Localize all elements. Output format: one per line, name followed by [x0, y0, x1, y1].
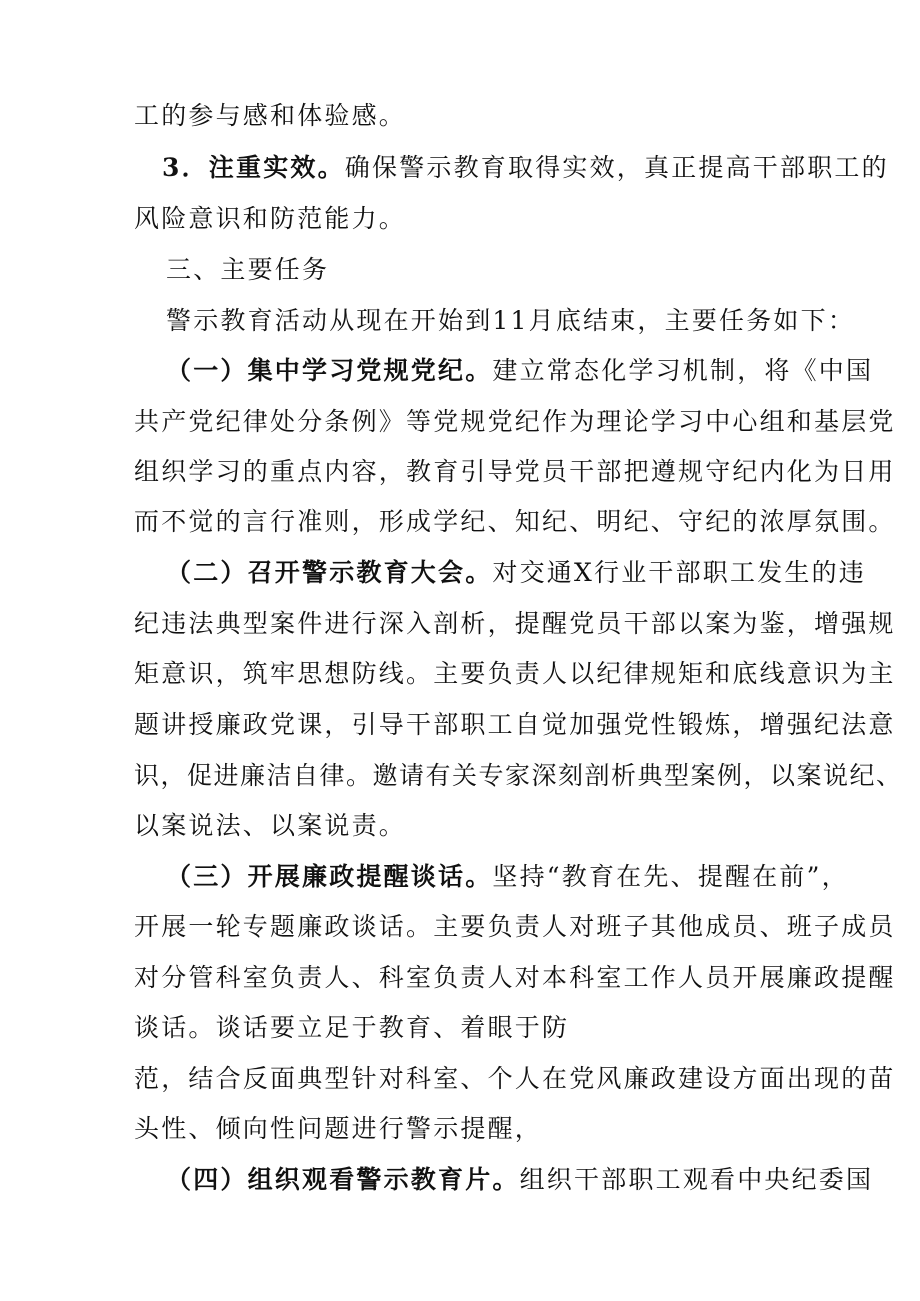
line-text: 纪违法典型案件进行深入剖析，提醒党员干部以案为鉴，增强规 — [134, 609, 896, 638]
paragraph-line — [166, 305, 855, 337]
paragraph-line — [134, 406, 896, 438]
section-heading-line — [162, 152, 889, 184]
line-heading: （一）集中学习党规党纪。 — [166, 356, 493, 385]
section-heading-line — [166, 861, 849, 893]
line-text: 组织干部职工观看中央纪委国 — [519, 1165, 874, 1194]
paragraph-line — [134, 709, 896, 741]
line-text: 范，结合反面典型针对科室、个人在党风廉政建设方面出现的苗 — [134, 1064, 896, 1093]
line-text: 而不觉的言行准则，形成学纪、知纪、明纪、守纪的浓厚氛围。 — [134, 507, 896, 536]
line-text: 风险意识和防范能力。 — [134, 204, 407, 233]
paragraph-line — [134, 658, 896, 690]
line-text: 头性、倾向性问题进行警示提醒， — [134, 1114, 543, 1143]
paragraph-line — [134, 100, 406, 132]
section-heading-line — [166, 355, 873, 387]
line-text: 对分管科室负责人、科室负责人对本科室工作人员开展廉政提醒 — [134, 963, 896, 992]
line-text: 坚持“教育在先、提醒在前”， — [492, 862, 849, 891]
paragraph-line — [134, 203, 406, 235]
paragraph-line — [134, 456, 896, 488]
line-heading: （四）组织观看警示教育片。 — [166, 1165, 520, 1194]
line-text: 识，促进廉洁自律。邀请有关专家深刻剖析典型案例，以案说纪、 — [134, 761, 903, 790]
section-heading-line — [166, 1164, 873, 1196]
line-text: 对交通X行业干部职工发生的违 — [492, 558, 867, 587]
line-text: 三、主要任务 — [166, 255, 330, 284]
paragraph-line — [134, 1063, 896, 1095]
paragraph-line — [134, 1113, 542, 1145]
line-heading: （三）开展廉政提醒谈话。 — [166, 862, 493, 891]
paragraph-line — [134, 760, 903, 792]
paragraph-line — [134, 608, 896, 640]
line-text: 共产党纪律处分条例》等党规党纪作为理论学习中心组和基层党 — [134, 407, 896, 436]
section-heading-line — [166, 557, 866, 589]
line-text: 谈话。谈话要立足于教育、着眼于防 — [134, 1013, 570, 1042]
line-text: 以案说法、以案说责。 — [134, 811, 407, 840]
line-heading: 3．注重实效。 — [162, 153, 345, 182]
line-text: 警示教育活动从现在开始到11月底结束，主要任务如下： — [166, 306, 856, 335]
paragraph-line — [134, 810, 406, 842]
line-text: 工的参与感和体验感。 — [134, 101, 407, 130]
paragraph-line — [134, 911, 896, 943]
line-text: 组织学习的重点内容，教育引导党员干部把遵规守纪内化为日用 — [134, 457, 896, 486]
line-text: 矩意识，筑牢思想防线。主要负责人以纪律规矩和底线意识为主 — [134, 659, 896, 688]
paragraph-line — [134, 962, 896, 994]
section-title — [166, 254, 329, 286]
paragraph-line — [134, 506, 896, 538]
line-text: 题讲授廉政党课，引导干部职工自觉加强党性锻炼，增强纪法意 — [134, 710, 896, 739]
line-text: 建立常态化学习机制，将《中国 — [492, 356, 874, 385]
paragraph-line — [134, 1012, 569, 1044]
line-text: 确保警示教育取得实效，真正提高干部职工的 — [344, 153, 889, 182]
line-text: 开展一轮专题廉政谈话。主要负责人对班子其他成员、班子成员 — [134, 912, 896, 941]
line-heading: （二）召开警示教育大会。 — [166, 558, 493, 587]
